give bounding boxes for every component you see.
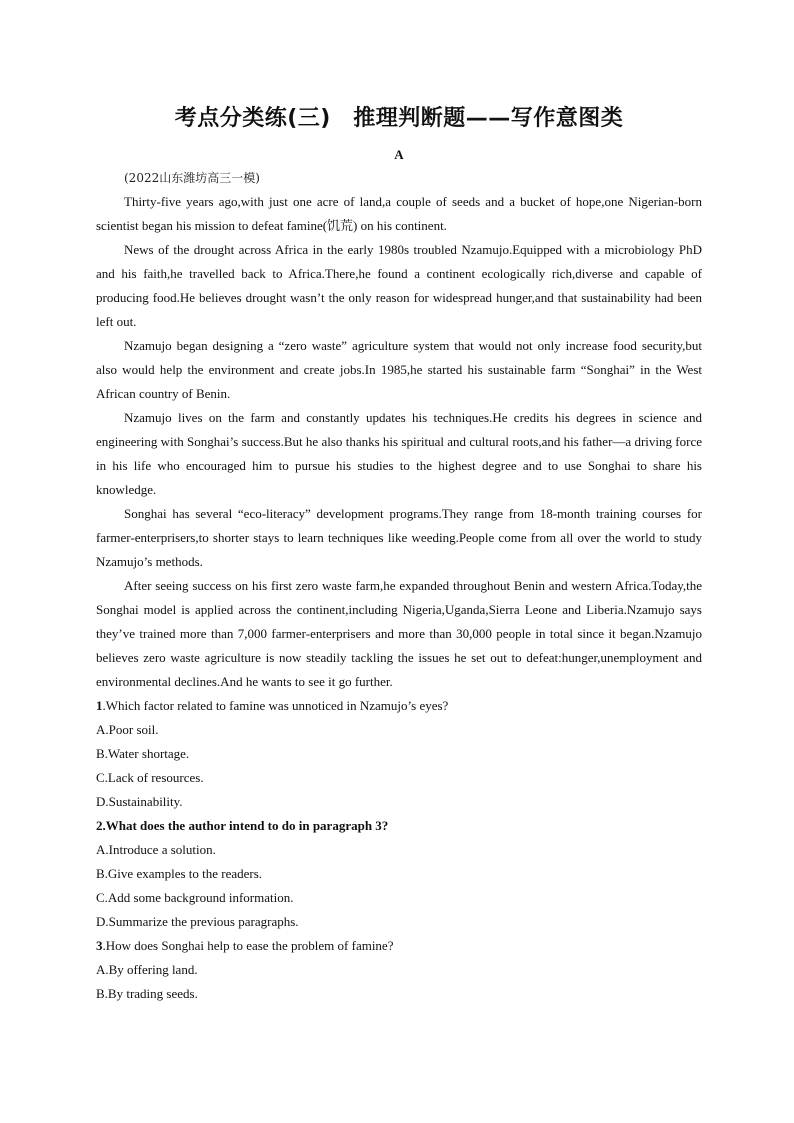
question-2 bbox=[96, 814, 702, 934]
answer-option: D.Sustainability. bbox=[96, 794, 183, 809]
question-3 bbox=[96, 934, 702, 1006]
passage-paragraph: Songhai has several “eco-literacy” development programs.They range from 18-month training courses for farmer-enterprisers,to shorter stays to learn techniques like weeding.People come from all over the world to study Nzamujo’s methods. bbox=[96, 506, 702, 569]
question-stem bbox=[96, 934, 702, 958]
passage-paragraph: Nzamujo began designing a “zero waste” agriculture system that would not only increase food security,but also would help the environment and create jobs.In 1985,he started his sustainable farm “Songhai” in the West African country of Benin. bbox=[96, 338, 702, 401]
question-1 bbox=[96, 694, 702, 814]
answer-option: D.Summarize the previous paragraphs. bbox=[96, 914, 299, 929]
passage-paragraph: Nzamujo lives on the farm and constantly updates his techniques.He credits his degrees in science and engineering with Songhai’s success.But he also thanks his spiritual and cultural roots,and his father—a driving force in his life who encouraged him to pursue his studies to the highest degree and to use Songhai to share his knowledge. bbox=[96, 410, 702, 497]
question-number: 1 bbox=[96, 698, 103, 713]
question-text: .What does the author intend to do in paragraph 3? bbox=[102, 818, 389, 833]
question-stem bbox=[96, 694, 702, 718]
answer-option: A.Poor soil. bbox=[96, 722, 159, 737]
passage-paragraph: Thirty-five years ago,with just one acre of land,a couple of seeds and a bucket of hope,one Nigerian-born scientist began his mission to defeat famine(饥荒) on his continent. bbox=[96, 194, 702, 233]
answer-option: A.Introduce a solution. bbox=[96, 842, 216, 857]
document-page bbox=[96, 104, 702, 1006]
passage-paragraph: News of the drought across Africa in the early 1980s troubled Nzamujo.Equipped with a microbiology PhD and his faith,he travelled back to Africa.There,he found a continent ecologically rich,diverse and capable of producing food.He believes drought wasn’t the only reason for widespread hunger,and that sustainability had been left out. bbox=[96, 242, 702, 329]
question-text: .Which factor related to famine was unnoticed in Nzamujo’s eyes? bbox=[102, 698, 449, 713]
question-number: 2 bbox=[96, 818, 103, 833]
answer-option: B.Water shortage. bbox=[96, 746, 190, 761]
question-number: 3 bbox=[96, 938, 103, 953]
answer-option: B.Give examples to the readers. bbox=[96, 866, 263, 881]
page-title: 考点分类练(三) 推理判断题——写作意图类 bbox=[174, 106, 624, 131]
section-label: A bbox=[394, 147, 404, 162]
answer-option: C.Add some background information. bbox=[96, 890, 294, 905]
answer-option: A.By offering land. bbox=[96, 962, 198, 977]
question-stem bbox=[96, 814, 702, 838]
source-note: (2022山东潍坊高三一模) bbox=[124, 171, 260, 185]
passage-paragraph: After seeing success on his first zero waste farm,he expanded throughout Benin and western Africa.Today,the Songhai model is applied across the continent,including Nigeria,Uganda,Sierra Leone and Liberia.Nzamujo says they’ve trained more than 7,000 farmer-enterprisers and more than 30,000 people in total since it began.Nzamujo believes zero waste agriculture is now steadily tackling the issues he set out to defeat:hunger,unemployment and environmental declines.And he wants to see it go further. bbox=[96, 578, 702, 689]
answer-option: B.By trading seeds. bbox=[96, 986, 198, 1001]
question-text: .How does Songhai help to ease the problem of famine? bbox=[102, 938, 394, 953]
answer-option: C.Lack of resources. bbox=[96, 770, 204, 785]
reading-passage bbox=[96, 190, 702, 694]
